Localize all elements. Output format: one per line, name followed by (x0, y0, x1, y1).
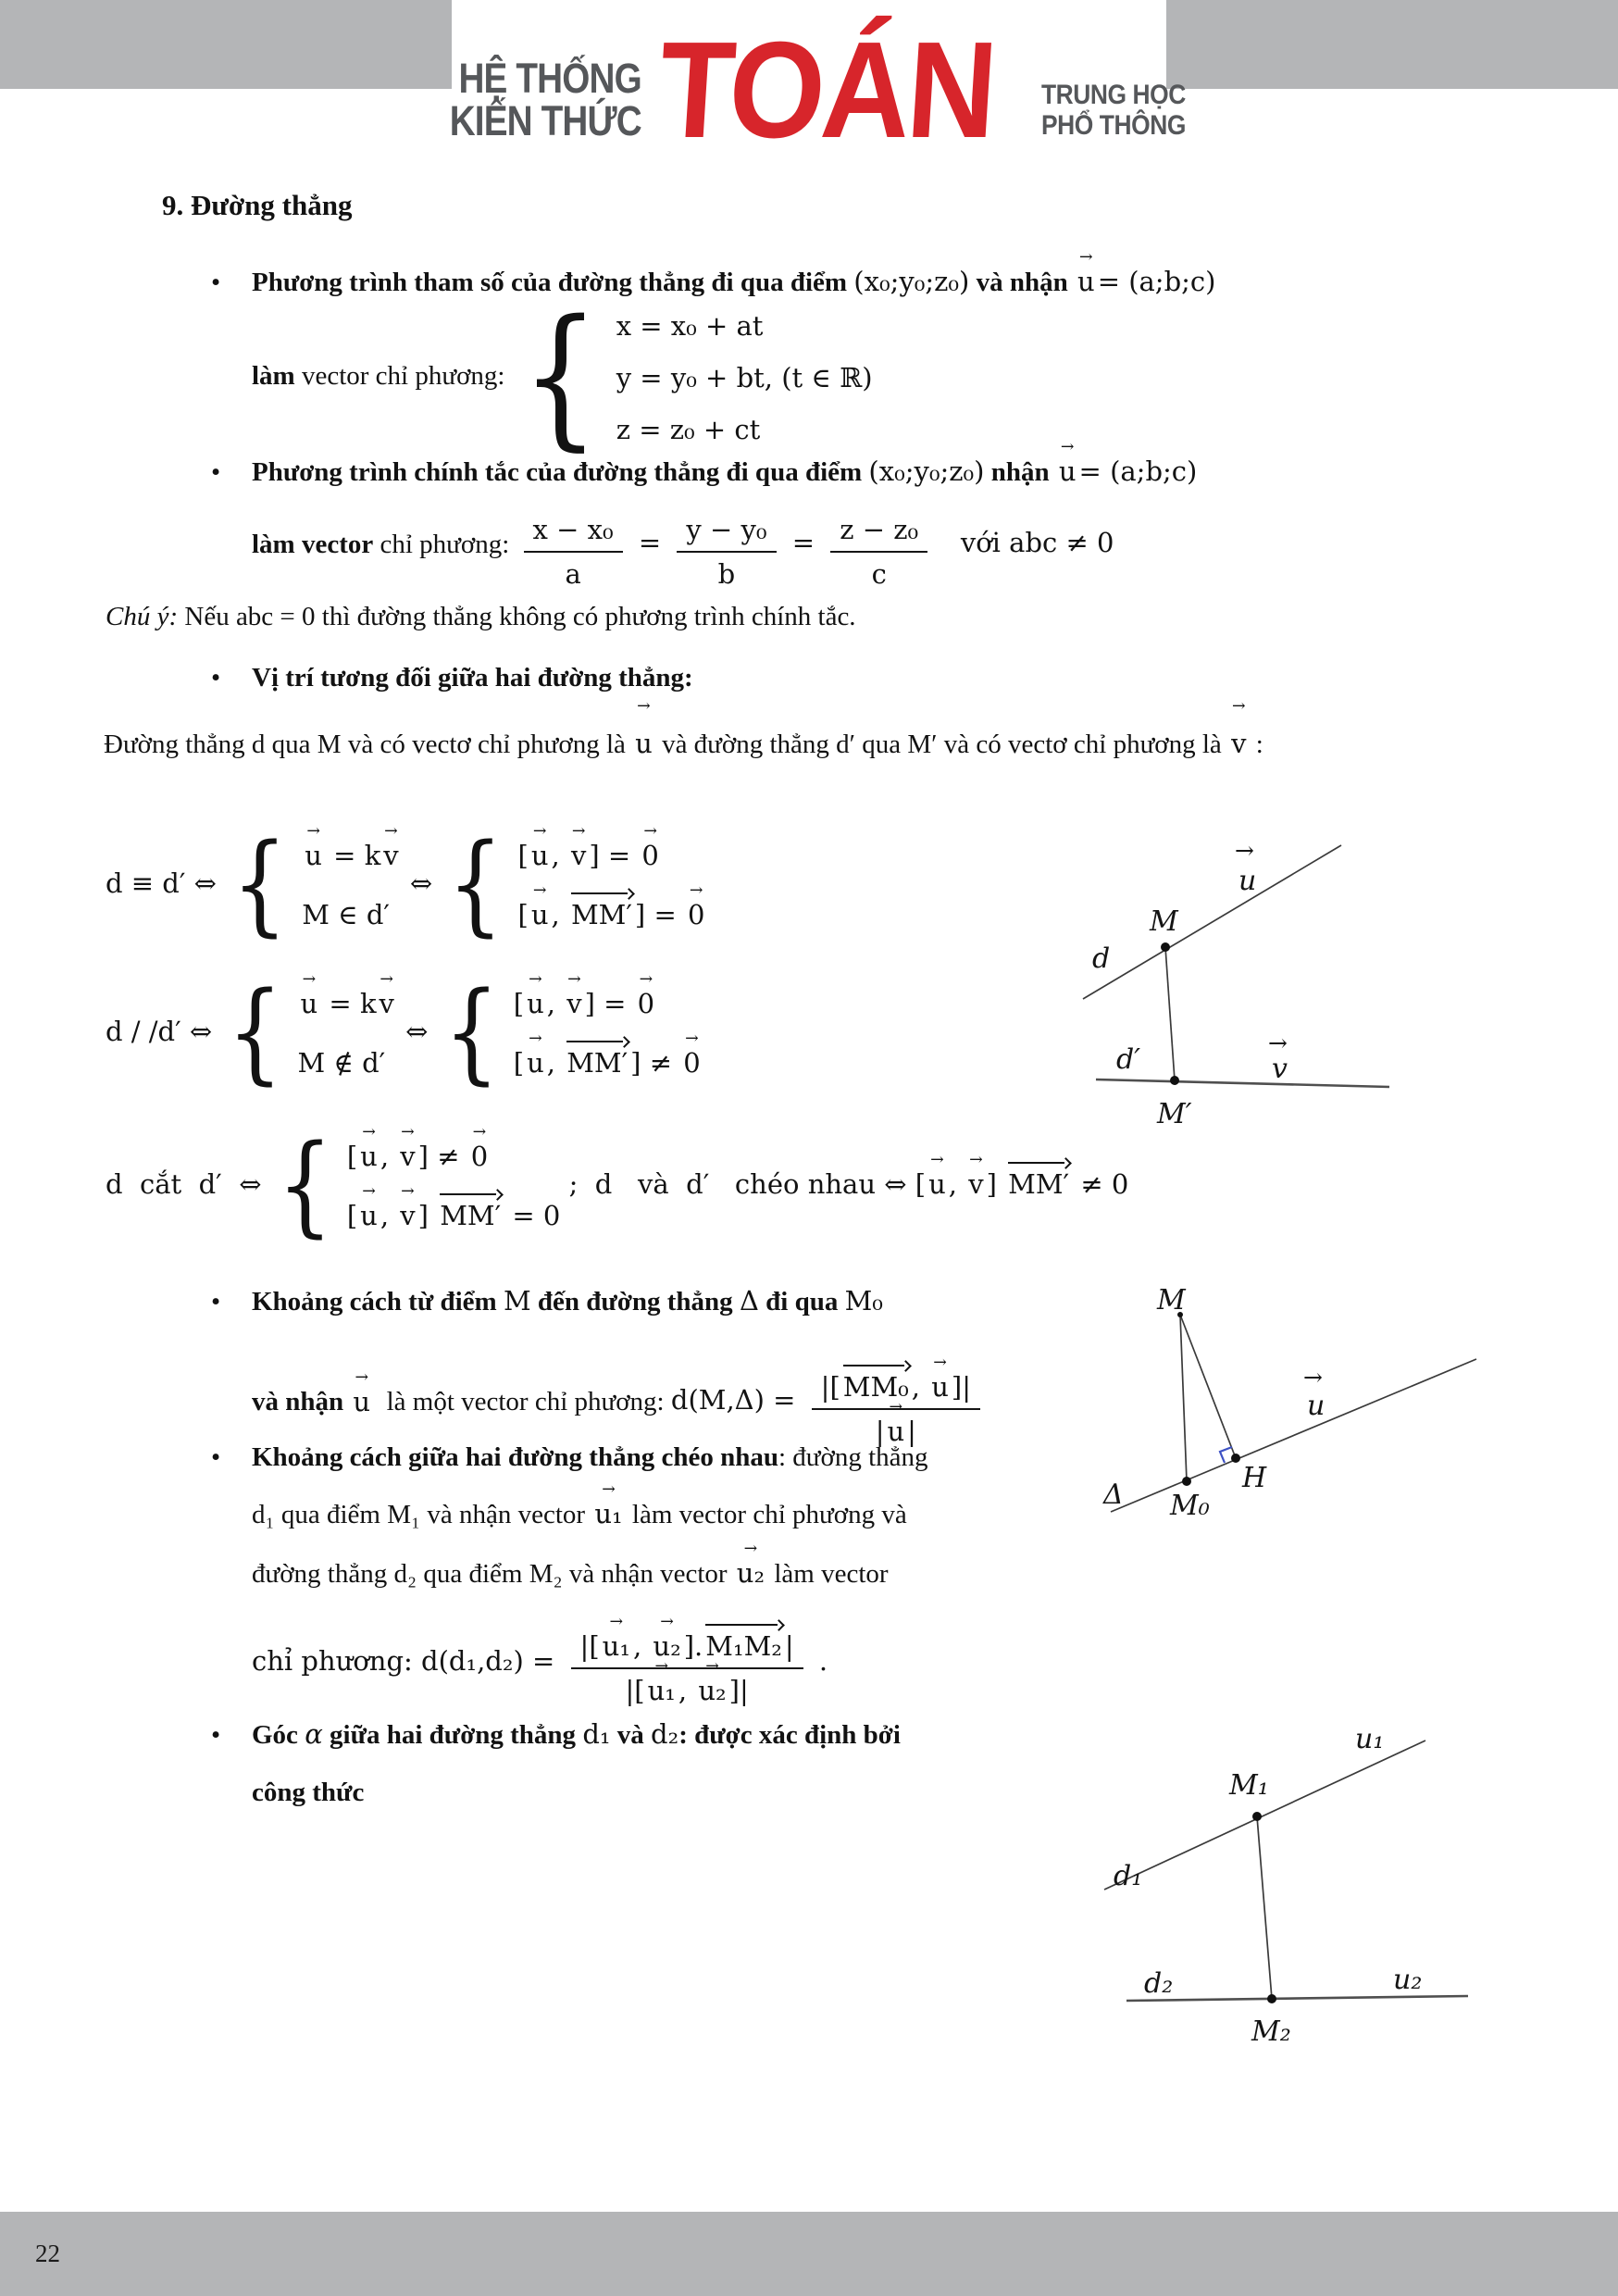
formula-parallel-lines (106, 967, 703, 1095)
math-token: → u (928, 1168, 946, 1200)
math-token: → u (531, 899, 549, 930)
math-token: → 0 (688, 899, 704, 930)
math-token: → u (531, 840, 549, 871)
math-token: { (277, 1119, 333, 1248)
math-token: d ≡ d′ ⇔ (106, 867, 226, 899)
text-bold: Phương trình chính tắc của đường thẳng đi qua điểm (252, 457, 869, 487)
vector-arrow-icon: → (1235, 837, 1254, 864)
point-M (1161, 942, 1170, 952)
math-token (718, 553, 736, 590)
label-M2: M₂ (1251, 2015, 1291, 2048)
math-token (830, 499, 927, 553)
text-bold: nhận (984, 457, 1056, 487)
label-delta: Δ (1103, 1479, 1124, 1511)
text-bold: Góc (252, 1720, 305, 1750)
math-token (298, 1043, 397, 1079)
math-token: , (948, 1168, 966, 1200)
bullet-relative-position (211, 663, 693, 693)
label-M: M (1150, 905, 1178, 938)
math-token: , (632, 1630, 651, 1662)
line-delta (1111, 1359, 1476, 1512)
text-bold: và (610, 1720, 652, 1750)
bullet-dot: • (211, 1442, 221, 1472)
math-token (571, 1616, 803, 1669)
math-token (524, 499, 623, 553)
text-bold: làm vector (252, 529, 374, 559)
logo-brand-toan: TOÁN (654, 13, 999, 167)
text-bold: Vị trí tương đối giữa hai đường thẳng: (252, 663, 693, 693)
diagram-distance-point-line (1064, 1267, 1527, 1544)
math-token (514, 984, 703, 1079)
logo-left-line2: KIẾN THỨC (449, 97, 641, 145)
math-token (872, 553, 887, 590)
math-token (347, 1137, 561, 1172)
text: vector chỉ phương: (294, 360, 512, 391)
math-token: ] = (584, 988, 635, 1019)
vector-v: → v (1231, 715, 1246, 774)
text: là một vector chỉ phương: (373, 1386, 671, 1416)
text-bold: công thức (252, 1778, 365, 1807)
math-token: d / /d′ ⇔ (106, 1016, 221, 1047)
math-token: ]. (683, 1630, 703, 1662)
math-token (298, 984, 397, 1019)
math-token (514, 984, 703, 1019)
bullet-canonical-line2 (252, 498, 1114, 591)
math-token: |[ (625, 1675, 645, 1706)
math-token: [ (513, 1047, 525, 1079)
math-token: → v (400, 1141, 415, 1172)
math-token: ]| (728, 1675, 749, 1706)
math-token: → 0 (683, 1047, 700, 1079)
label-u: u (1307, 1390, 1326, 1422)
vector-u: → u (1077, 266, 1095, 297)
math-token: y = y₀ + bt, (t ∈ ℝ) (616, 362, 873, 393)
line-d (1083, 845, 1341, 999)
math-token: [ (517, 840, 529, 871)
bullet-angle-line1 (211, 1718, 901, 1751)
bullet-dot: • (211, 663, 221, 693)
text-bold: đến đường thẳng (530, 1287, 740, 1316)
math-token: ] (417, 1200, 438, 1231)
math-token (625, 1669, 748, 1706)
vector-u2: → u₂ (737, 1557, 765, 1589)
math-token: { (447, 818, 504, 947)
math-token: → v (566, 988, 581, 1019)
math-token (270, 1119, 561, 1248)
bullet-distance-point-line1 (211, 1285, 883, 1317)
point-M-prime (1170, 1076, 1179, 1085)
diagram-skew-lines (1064, 1702, 1583, 2048)
math-d1: d₁ (582, 1718, 611, 1750)
math-token (830, 499, 927, 590)
point-M1 (1252, 1812, 1262, 1821)
math-token: . (810, 1645, 828, 1677)
math-token: , (546, 988, 565, 1019)
math-token: { (443, 967, 500, 1095)
math-token: MM₀ (842, 1371, 909, 1403)
logo-left-line1: HỆ THỐNG (458, 55, 641, 103)
text-bold: : được xác định bởi (678, 1720, 901, 1750)
vector-u: → u (635, 715, 653, 774)
math-token: ] (986, 1168, 1006, 1200)
vector-arrow-icon: → (1303, 1364, 1323, 1391)
math-token: { (227, 967, 284, 1095)
math-token (302, 836, 401, 930)
bullet-skew-distance-line2 (252, 1498, 907, 1530)
math-token: [ (346, 1141, 358, 1172)
math-token: , (380, 1200, 398, 1231)
math-token (876, 1410, 916, 1447)
math-token: { (231, 818, 288, 947)
math-token: a (565, 558, 581, 590)
math-token: = k (320, 988, 377, 1019)
math-token (347, 1196, 561, 1231)
note-line (106, 602, 856, 632)
text: : (1249, 730, 1263, 759)
note-label: Chú ý: (106, 602, 179, 631)
math-token: → u (931, 1371, 949, 1403)
segment-M1-M2 (1257, 1816, 1272, 1999)
intro-paragraph (104, 715, 1522, 775)
label-d2: d₂ (1144, 1967, 1174, 2000)
math-token: d cắt d′ ⇔ (106, 1168, 270, 1200)
math-M: M (503, 1285, 531, 1316)
text-bold: và nhận (252, 1386, 351, 1416)
math-token: x − x₀ (532, 514, 614, 545)
math-token: M₁M₂ (705, 1630, 782, 1662)
math-token (302, 895, 401, 930)
text-bold: Khoảng cách giữa hai đường thẳng chéo nhau (252, 1442, 778, 1472)
point-M2 (1267, 1994, 1276, 2003)
math-token: = (629, 527, 670, 558)
segment-M-M0 (1180, 1315, 1187, 1481)
math-token (514, 1043, 703, 1079)
header-gray-block-right (1166, 0, 1618, 89)
math-token: , (551, 899, 568, 930)
note-text: Nếu abc = 0 thì đường thẳng không có phương trình chính tắc. (178, 602, 856, 631)
math-token: ; d và d′ chéo nhau ⇔ (560, 1168, 915, 1200)
math-token: → u₁ (648, 1675, 676, 1706)
vector-u1: → u₁ (594, 1498, 622, 1529)
vector-u: → u (1059, 455, 1077, 487)
math-token: c (871, 558, 887, 590)
math-token: → u (527, 988, 544, 1019)
label-M-prime: M′ (1157, 1098, 1192, 1130)
math-token (616, 410, 873, 445)
math-token: x = x₀ + at (616, 310, 764, 342)
math-abc: = (a;b;c) (1097, 266, 1216, 297)
math-token: { (521, 286, 600, 465)
footer-bar (0, 2212, 1618, 2296)
math-token: = k (324, 840, 381, 871)
math-token: , (551, 840, 568, 871)
math-token: [ (915, 1168, 927, 1200)
math-token: → u (360, 1141, 378, 1172)
point-H (1231, 1454, 1240, 1463)
math-token: M ∈ d′ (302, 899, 391, 930)
text-bold: Phương trình tham số của đường thẳng đi qua điểm (252, 268, 854, 297)
header-gray-block-left (0, 0, 452, 89)
line-d1 (1104, 1741, 1425, 1890)
math-token: z = z₀ + ct (616, 414, 761, 445)
math-token: | (907, 1416, 916, 1447)
bullet-dot: • (211, 457, 221, 487)
label-d-prime: d′ (1116, 1043, 1141, 1076)
math-point: (x₀;y₀;z₀) (853, 266, 970, 297)
math-token: b (717, 558, 736, 590)
math-token: → u (887, 1416, 904, 1447)
math-token: → u (360, 1200, 378, 1231)
right-angle-marker (1220, 1447, 1232, 1463)
text: d₁ qua điểm M₁ và nhận vector (252, 1500, 592, 1529)
math-token: = (783, 527, 824, 558)
math-token: ≠ 0 (1072, 1168, 1129, 1200)
math-token: ] = (634, 899, 685, 930)
math-abc: = (a;b;c) (1078, 455, 1198, 487)
math-token (616, 306, 873, 445)
line-d2 (1126, 1996, 1468, 2001)
math-token (302, 836, 401, 871)
math-token: → u₂ (698, 1675, 726, 1706)
formula-distance-skew-lines (252, 1600, 828, 1722)
math-token: = 0 (504, 1200, 561, 1231)
bullet-dot: • (211, 268, 221, 297)
math-token (298, 984, 397, 1079)
diagram-two-lines (1055, 817, 1444, 1128)
label-d: d (1092, 942, 1111, 975)
math-point: (x₀;y₀;z₀) (868, 455, 985, 487)
segment-M-H (1180, 1315, 1236, 1458)
math-token: → v (383, 840, 398, 871)
math-token (565, 553, 580, 590)
math-token: MM′ (1008, 1168, 1070, 1200)
math-token: | (784, 1630, 794, 1662)
vector-arrow-icon: → (1268, 1029, 1288, 1056)
math-M0: M₀ (844, 1285, 883, 1316)
brand-logo (418, 13, 1206, 167)
math-token: chỉ phương: d(d₁,d₂) = (252, 1645, 564, 1677)
math-token: → u (301, 988, 318, 1019)
math-token: , (380, 1141, 398, 1172)
label-M0: M₀ (1170, 1490, 1210, 1522)
formula-canonical (517, 499, 1114, 590)
math-token: → u (305, 840, 322, 871)
math-token: với abc ≠ 0 (935, 527, 1114, 558)
line-d-prime (1096, 1079, 1389, 1087)
math-token: → v (400, 1200, 415, 1231)
math-token: [ (346, 1200, 358, 1231)
math-token: → u₂ (653, 1630, 680, 1662)
math-token: ] ≠ (630, 1047, 681, 1079)
math-token: → v (571, 840, 586, 871)
math-token (347, 1137, 561, 1231)
math-token (524, 499, 623, 590)
math-token: | (875, 1416, 885, 1447)
segment-M-M-prime (1165, 947, 1175, 1080)
text-bold: giữa hai đường thẳng (322, 1720, 583, 1750)
bullet-dot: • (211, 1287, 221, 1316)
math-token (677, 499, 776, 590)
label-M1: M₁ (1229, 1769, 1269, 1802)
math-token (441, 818, 707, 947)
label-u: u (1238, 865, 1257, 897)
label-H: H (1242, 1462, 1267, 1494)
bullet-skew-distance-line1 (211, 1442, 928, 1473)
math-token: → v (380, 988, 394, 1019)
math-token: MM′ (570, 899, 632, 930)
section-title: 9. Đường thẳng (162, 189, 353, 221)
math-token (616, 306, 873, 342)
formula-intersecting-skew-lines (106, 1119, 1129, 1248)
formula-distance-point-line (671, 1356, 988, 1447)
math-delta: Δ (739, 1285, 759, 1316)
math-token: → u (527, 1047, 544, 1079)
math-d2: d₂ (651, 1718, 679, 1750)
bullet-parametric-line1 (211, 266, 1215, 298)
text: chỉ phương: (373, 529, 517, 559)
vector-u: → u (353, 1386, 370, 1417)
bullet-parametric-line2 (252, 286, 873, 465)
text: làm vector chỉ phương và (625, 1500, 907, 1529)
text: : đường thẳng (778, 1442, 928, 1472)
bullet-canonical-line1 (211, 455, 1197, 488)
math-token: M ∉ d′ (297, 1047, 386, 1079)
math-token: MM′ (440, 1200, 502, 1231)
math-token: y − y₀ (686, 514, 767, 545)
point-M0 (1182, 1477, 1191, 1486)
text-bold: đi qua (758, 1287, 845, 1316)
math-token: ]| (951, 1371, 971, 1403)
math-token: → 0 (471, 1141, 488, 1172)
math-token (517, 836, 707, 871)
math-token: z − z₀ (840, 514, 919, 545)
math-token: |[ (820, 1371, 840, 1403)
logo-left-text (450, 57, 641, 143)
logo-right-line2: PHỔ THÔNG (1041, 110, 1187, 141)
math-token: → v (968, 1168, 983, 1200)
label-u2: u₂ (1393, 1964, 1423, 1996)
math-token: → 0 (641, 840, 658, 871)
text-bold: làm (252, 360, 295, 391)
math-token: , (546, 1047, 565, 1079)
text: và đường thẳng d′ qua M′ và có vectơ chỉ phương là (654, 730, 1229, 759)
math-token (571, 1616, 803, 1706)
math-token: ] = (589, 840, 640, 871)
math-token (812, 1356, 980, 1447)
logo-right-text (1041, 80, 1186, 143)
math-token: ⇔ (401, 867, 442, 899)
math-token: ] ≠ (417, 1141, 468, 1172)
math-token: → u₁ (603, 1630, 630, 1662)
label-u1: u₁ (1355, 1723, 1385, 1755)
math-token: [ (517, 899, 529, 930)
math-token: |[ (579, 1630, 600, 1662)
math-token (220, 967, 396, 1095)
math-token: [ (513, 988, 525, 1019)
page-number: 22 (35, 2240, 60, 2267)
math-token (225, 818, 401, 947)
bullet-skew-distance-line3 (252, 1557, 889, 1590)
math-token: ⇔ (396, 1016, 437, 1047)
formula-parametric-system (512, 286, 873, 465)
label-d1: d₁ (1114, 1860, 1143, 1892)
label-v: v (1272, 1053, 1288, 1085)
text: đường thẳng d₂ qua điểm M₂ và nhận vector (252, 1559, 734, 1589)
math-token: , (678, 1675, 696, 1706)
bullet-angle-line2 (252, 1778, 364, 1808)
math-token (517, 836, 707, 930)
math-token: MM′ (566, 1047, 629, 1079)
math-alpha: α (305, 1718, 323, 1750)
math-token (677, 499, 776, 553)
logo-right-line1: TRUNG HỌC (1041, 80, 1187, 110)
text: làm vector (767, 1559, 889, 1589)
math-token: → 0 (638, 988, 654, 1019)
math-token (437, 967, 703, 1095)
bullet-dot: • (211, 1720, 221, 1750)
math-token (512, 286, 873, 465)
math-token (616, 358, 873, 393)
label-M: M (1157, 1284, 1186, 1316)
math-token: , (911, 1371, 929, 1403)
text: Đường thẳng d qua M và có vectơ chỉ phương là (104, 730, 633, 759)
text-bold: và nhận (969, 268, 1075, 297)
math-token (517, 895, 707, 930)
formula-coincident-lines (106, 818, 707, 947)
math-token: d(M,Δ) = (670, 1384, 804, 1416)
text-bold: Khoảng cách từ điểm (252, 1287, 504, 1316)
